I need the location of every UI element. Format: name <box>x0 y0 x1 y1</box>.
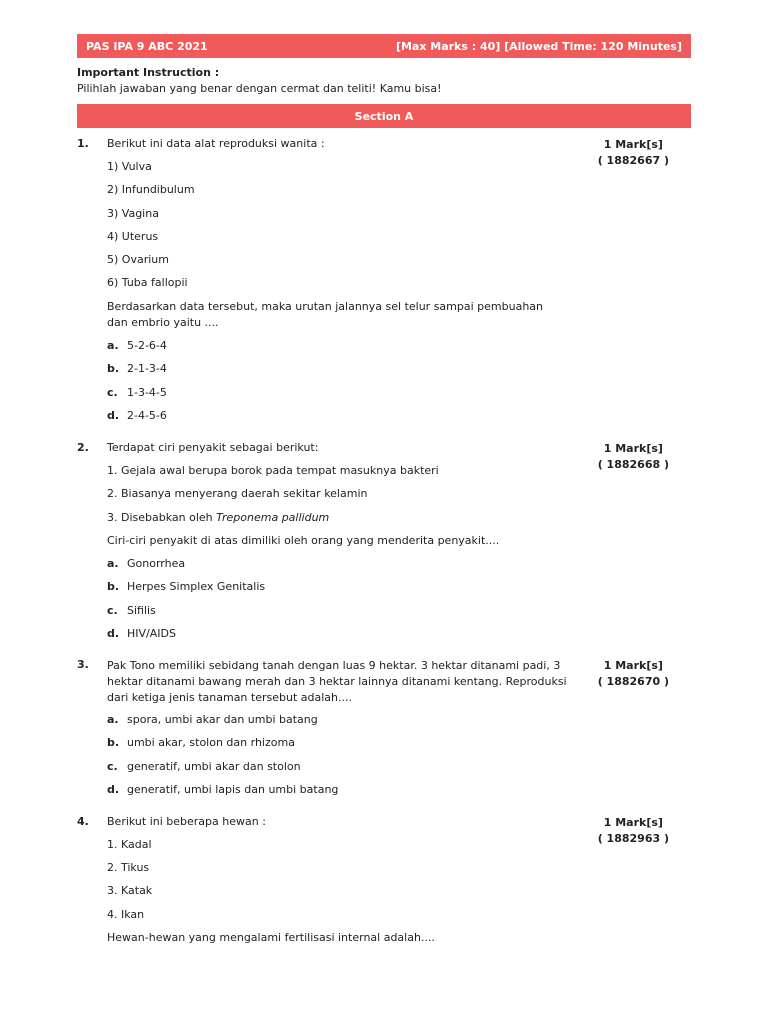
marks-label: 1 Mark[s] <box>603 138 663 151</box>
question-3 <box>77 658 691 803</box>
list-item: 1. Gejala awal berupa borok pada tempat masuknya bakteri <box>107 464 439 477</box>
option-text: Gonorrhea <box>127 557 186 570</box>
question-2 <box>77 441 691 646</box>
answer-option-d[interactable] <box>107 783 338 796</box>
question-number: 2. <box>77 441 89 454</box>
question-prompt: Hewan-hewan yang mengalami fertilisasi internal adalah.... <box>107 931 435 944</box>
list-item-prefix: 3. Disebabkan oleh <box>107 511 217 524</box>
species-name: Treponema pallidum <box>216 511 330 524</box>
question-id: ( 1882668 ) <box>597 458 669 471</box>
section-label: Section A <box>354 109 414 123</box>
list-item: 3. Katak <box>107 884 153 897</box>
question-prompt: Pak Tono memiliki sebidang tanah dengan luas 9 hektar. 3 hektar ditanami padi, 3 hektar ditanami bawang merah dan 3 hektar lainnya ditanami kentang. Reproduksi dari ketiga jenis tanaman tersebut adalah.... <box>107 659 567 704</box>
exam-title: PAS IPA 9 ABC 2021 <box>86 39 208 53</box>
list-item <box>107 511 329 524</box>
option-text: HIV/AIDS <box>127 627 176 640</box>
list-item: 2. Biasanya menyerang daerah sekitar kelamin <box>107 487 368 500</box>
option-letter: c. <box>107 386 118 399</box>
marks-label: 1 Mark[s] <box>603 442 663 455</box>
option-letter: c. <box>107 760 118 773</box>
answer-option-b[interactable] <box>107 362 167 375</box>
question-id: ( 1882963 ) <box>597 832 669 845</box>
option-letter: d. <box>107 409 120 422</box>
option-letter: c. <box>107 604 118 617</box>
list-item: 2) Infundibulum <box>107 183 195 196</box>
option-letter: d. <box>107 627 120 640</box>
question-marks <box>598 137 669 169</box>
option-letter: b. <box>107 736 120 749</box>
question-marks <box>598 658 669 690</box>
question-4 <box>77 815 691 955</box>
question-intro: Berikut ini data alat reproduksi wanita : <box>107 137 325 150</box>
answer-option-a[interactable] <box>107 557 185 570</box>
answer-option-d[interactable] <box>107 627 176 640</box>
list-item: 1. Kadal <box>107 838 152 851</box>
answer-option-a[interactable] <box>107 713 318 726</box>
question-prompt: Ciri-ciri penyakit di atas dimiliki oleh orang yang menderita penyakit.... <box>107 534 500 547</box>
instruction-text: Pilihlah jawaban yang benar dengan cermat dan teliti! Kamu bisa! <box>77 82 442 95</box>
question-id: ( 1882667 ) <box>597 154 669 167</box>
question-number: 3. <box>77 658 89 671</box>
option-text: Sifilis <box>127 604 156 617</box>
option-text: generatif, umbi lapis dan umbi batang <box>127 783 339 796</box>
answer-option-a[interactable] <box>107 339 167 352</box>
question-id: ( 1882670 ) <box>597 675 669 688</box>
answer-option-c[interactable] <box>107 760 301 773</box>
question-number: 4. <box>77 815 89 828</box>
option-text: umbi akar, stolon dan rhizoma <box>127 736 295 749</box>
answer-option-b[interactable] <box>107 580 265 593</box>
option-letter: b. <box>107 580 120 593</box>
question-intro: Terdapat ciri penyakit sebagai berikut: <box>107 441 319 454</box>
answer-option-c[interactable] <box>107 386 167 399</box>
list-item: 3) Vagina <box>107 207 159 220</box>
question-marks <box>598 815 669 847</box>
option-text: 1-3-4-5 <box>127 386 167 399</box>
option-letter: a. <box>107 713 119 726</box>
marks-label: 1 Mark[s] <box>603 659 663 672</box>
list-item: 4) Uterus <box>107 230 159 243</box>
list-item: 1) Vulva <box>107 160 152 173</box>
exam-meta: [Max Marks : 40] [Allowed Time: 120 Minutes] <box>395 39 682 53</box>
header-bar <box>77 34 691 58</box>
option-text: 5-2-6-4 <box>127 339 167 352</box>
list-item: 6) Tuba fallopii <box>107 276 188 289</box>
question-marks <box>598 441 669 473</box>
question-intro: Berikut ini beberapa hewan : <box>107 815 266 828</box>
question-number: 1. <box>77 137 89 150</box>
option-text: 2-1-3-4 <box>127 362 167 375</box>
instruction-title: Important Instruction : <box>77 66 220 79</box>
option-text: Herpes Simplex Genitalis <box>127 580 266 593</box>
section-bar <box>77 104 691 128</box>
option-text: spora, umbi akar dan umbi batang <box>127 713 318 726</box>
question-prompt: Berdasarkan data tersebut, maka urutan jalannya sel telur sampai pembuahan dan embrio yaitu .... <box>107 300 544 329</box>
list-item: 2. Tikus <box>107 861 150 874</box>
marks-label: 1 Mark[s] <box>603 816 663 829</box>
answer-option-b[interactable] <box>107 736 295 749</box>
option-letter: b. <box>107 362 120 375</box>
list-item: 4. Ikan <box>107 908 145 921</box>
question-1 <box>77 137 691 427</box>
answer-option-d[interactable] <box>107 409 167 422</box>
option-letter: d. <box>107 783 120 796</box>
list-item: 5) Ovarium <box>107 253 169 266</box>
option-text: generatif, umbi akar dan stolon <box>127 760 301 773</box>
option-letter: a. <box>107 557 119 570</box>
answer-option-c[interactable] <box>107 604 156 617</box>
option-letter: a. <box>107 339 119 352</box>
option-text: 2-4-5-6 <box>127 409 167 422</box>
